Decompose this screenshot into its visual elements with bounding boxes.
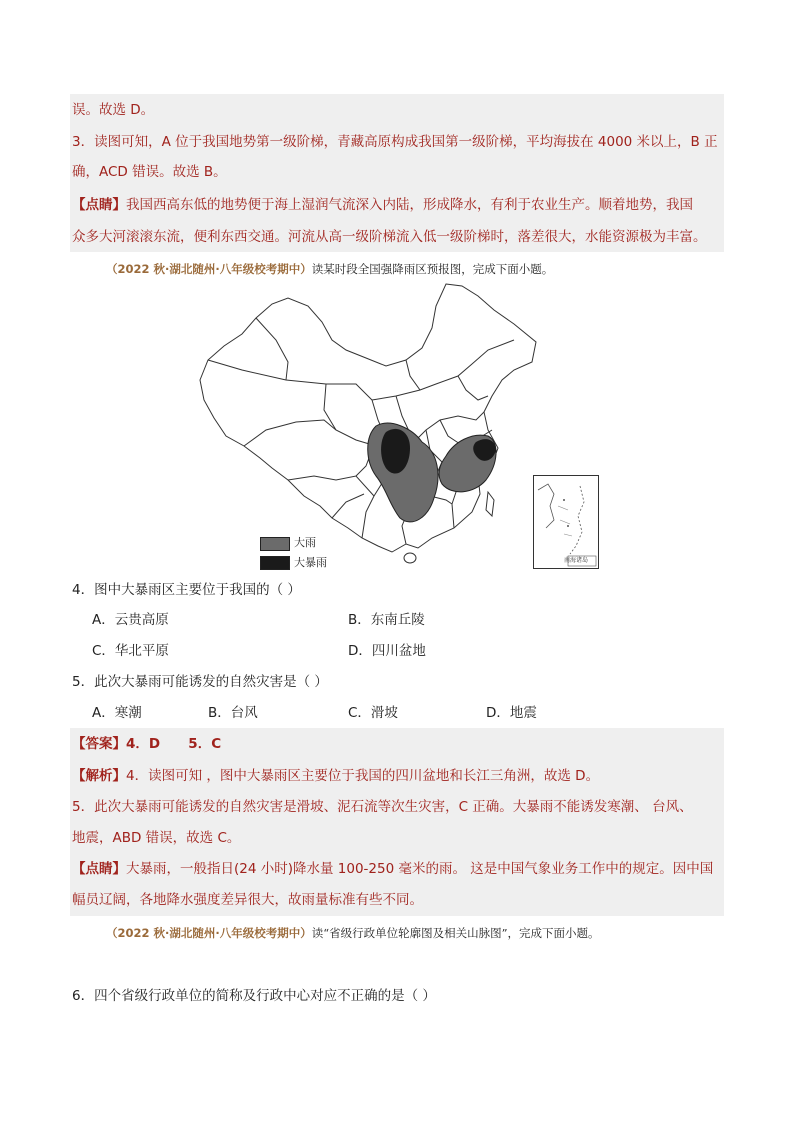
q5-option-a[interactable]: A．寒潮 xyxy=(92,705,142,721)
analysis-paragraph xyxy=(72,766,722,786)
answer-analysis-block xyxy=(70,728,724,916)
q4-option-c[interactable]: C．华北平原 xyxy=(92,643,169,659)
legend-swatch-rainstorm xyxy=(260,556,290,570)
question-source xyxy=(106,259,756,279)
comment-text: 我国西高东低的地势便于海上湿润气流深入内陆，形成降水，有利于农业生产。顺着地势，我国 xyxy=(126,197,693,213)
comment-text: 幅员辽阔，各地降水强度差异很大，故雨量标准有些不同。 xyxy=(72,892,423,908)
inset-label: 南海诸岛 xyxy=(564,557,589,564)
inset-map-svg xyxy=(534,476,598,568)
analysis-text: 5．此次大暴雨可能诱发的自然灾害是滑坡、泥石流等次生灾害，C 正确。大暴雨不能诱发寒潮、 台风、 xyxy=(72,799,693,815)
answer-text: 4．D 5．C xyxy=(126,736,222,752)
source-label: （2022 秋·湖北随州·八年级校考期中） xyxy=(106,262,312,276)
q5-option-c[interactable]: C．滑坡 xyxy=(348,705,398,721)
comment-text: 大暴雨，一般指日(24 小时)降水量 100-250 毫米的雨。 这是中国气象业务工作中的规定。因中国 xyxy=(126,861,714,877)
question-5-stem: 5．此次大暴雨可能诱发的自然灾害是（ ） xyxy=(72,674,328,690)
source-instruction: 读某时段全国强降雨区预报图，完成下面小题。 xyxy=(311,262,554,276)
source-label: （2022 秋·湖北随州·八年级校考期中） xyxy=(106,926,312,940)
question-source xyxy=(106,923,756,943)
legend-label-rainstorm: 大暴雨 xyxy=(294,556,327,569)
taiwan-island xyxy=(486,492,494,516)
rainfall-forecast-map xyxy=(196,280,546,572)
question-4-stem: 4．图中大暴雨区主要位于我国的（ ） xyxy=(72,582,301,598)
q5-option-b[interactable]: B．台风 xyxy=(208,705,258,721)
china-outline xyxy=(200,284,536,552)
q4-option-a[interactable]: A．云贵高原 xyxy=(92,612,169,628)
q4-option-d[interactable]: D．四川盆地 xyxy=(348,643,426,659)
explanation-line: 误。故选 D。 xyxy=(72,102,155,118)
analysis-tag: 【解析】 xyxy=(72,768,126,784)
analysis-text: 4．读图可知 ，图中大暴雨区主要位于我国的四川盆地和长江三角洲，故选 D。 xyxy=(126,768,600,784)
source-instruction: 读“省级行政单位轮廓图及相关山脉图”，完成下面小题。 xyxy=(311,926,600,940)
explanation-line: 3．读图可知，A 位于我国地势第一级阶梯，青藏高原构成我国第一级阶梯，平均海拔在 4000 米以上，B 正 xyxy=(72,134,718,150)
legend-label-heavy-rain: 大雨 xyxy=(294,536,316,549)
answer-line xyxy=(72,734,722,754)
explanation-line: 确，ACD 错误。故选 B。 xyxy=(72,164,227,180)
q4-option-b[interactable]: B．东南丘陵 xyxy=(348,612,425,628)
comment-text: 众多大河滚滚东流，便利东西交通。河流从高一级阶梯流入低一级阶梯时，落差很大，水能资源极为丰富。 xyxy=(72,229,707,245)
question-6-stem: 6．四个省级行政单位的简称及行政中心对应不正确的是（ ） xyxy=(72,988,436,1004)
comment-paragraph xyxy=(72,859,722,879)
comment-tag: 【点睛】 xyxy=(72,197,126,213)
legend-swatch-heavy-rain xyxy=(260,537,290,551)
answer-tag: 【答案】 xyxy=(72,736,126,752)
comment-tag: 【点睛】 xyxy=(72,861,126,877)
hainan-island xyxy=(404,553,416,563)
comment-paragraph xyxy=(72,195,722,215)
q5-option-d[interactable]: D．地震 xyxy=(486,705,537,721)
south-china-sea-inset xyxy=(533,475,599,569)
analysis-text: 地震，ABD 错误，故选 C。 xyxy=(72,830,241,846)
